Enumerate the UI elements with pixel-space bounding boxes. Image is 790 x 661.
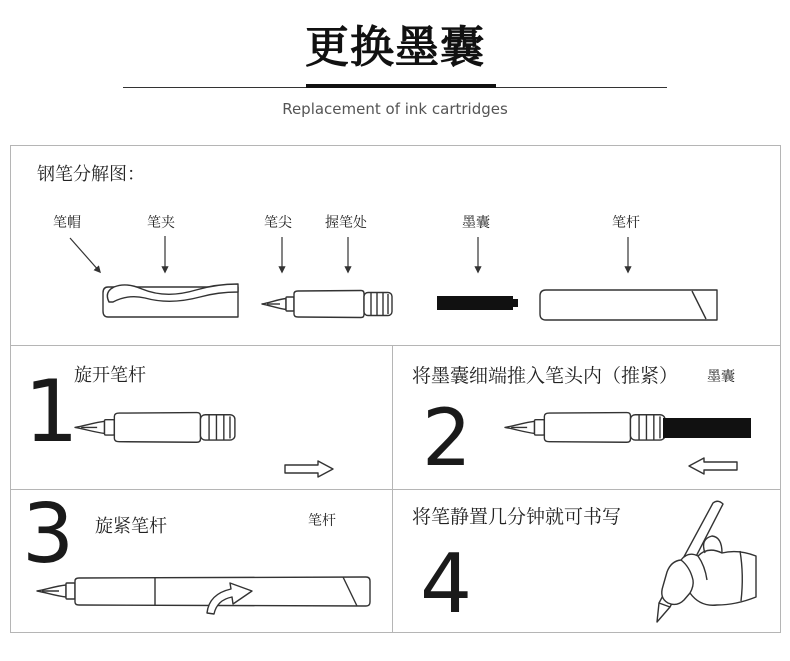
- step1-number: 1: [24, 362, 79, 462]
- part-label-nib: 笔尖: [264, 215, 292, 231]
- exploded-view-heading: 钢笔分解图：: [37, 164, 145, 185]
- step4-number: 4: [420, 537, 473, 632]
- arrow-right-icon: [285, 461, 333, 477]
- pen-cap-drawing: [103, 284, 238, 317]
- part-label-cap: 笔帽: [53, 215, 81, 231]
- part-label-clip: 笔夹: [147, 215, 175, 231]
- arrow-left-icon: [689, 458, 737, 474]
- step3-number: 3: [22, 487, 75, 582]
- assembled-pen-drawing: [37, 577, 370, 606]
- ink-cartridge-drawing: [437, 296, 518, 310]
- step3-barrel-label: 笔杆: [308, 513, 336, 529]
- nib-grip-drawing: [262, 291, 392, 318]
- step2-text: 将墨囊细端推入笔头内（推紧）: [412, 365, 679, 387]
- step2-nib-section-drawing: [505, 413, 665, 443]
- writing-hand-icon: [657, 501, 756, 622]
- step2-cartridge-drawing: [663, 418, 751, 438]
- step1-nib-section-drawing: [75, 413, 235, 443]
- part-label-grip: 握笔处: [325, 215, 367, 231]
- step4-text: 将笔静置几分钟就可书写: [412, 506, 622, 528]
- part-label-barrel: 笔杆: [612, 215, 640, 231]
- page-subtitle: Replacement of ink cartridges: [282, 100, 508, 118]
- part-label-cartridge: 墨囊: [462, 215, 490, 231]
- diagram-frame: [11, 146, 781, 633]
- step2-number: 2: [422, 394, 472, 484]
- step1-text: 旋开笔杆: [74, 365, 146, 386]
- step3-text: 旋紧笔杆: [95, 516, 167, 537]
- pointer-arrow-cap-icon: [70, 238, 100, 272]
- page-title: 更换墨囊: [305, 22, 485, 73]
- title-underline: [306, 84, 496, 88]
- step2-cartridge-label: 墨囊: [707, 369, 735, 385]
- pen-barrel-drawing: [540, 290, 717, 320]
